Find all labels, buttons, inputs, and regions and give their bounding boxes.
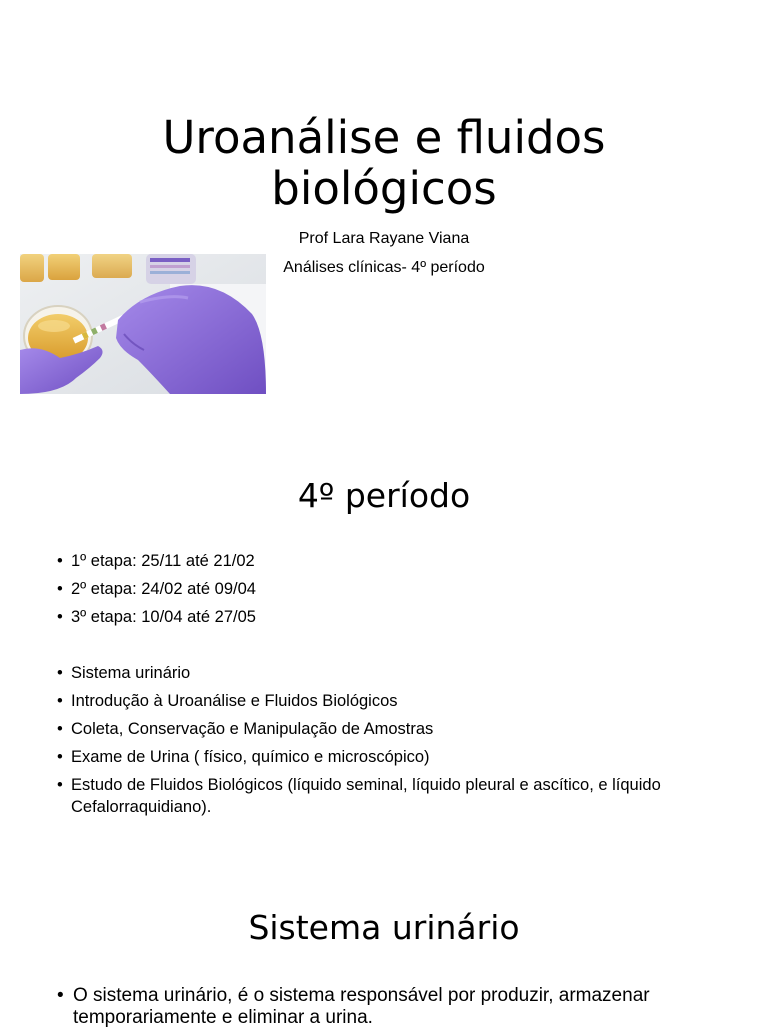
- author-subtitle: Prof Lara Rayane Viana: [298, 230, 470, 247]
- urinalysis-photo: [20, 254, 266, 394]
- list-item: • 3º etapa: 10/04 até 27/05: [57, 606, 256, 628]
- list-item: • Estudo de Fluidos Biológicos (líquido seminal, líquido pleural e ascítico, e líquido Cefalorraquidiano).: [57, 774, 717, 818]
- list-item: • Introdução à Uroanálise e Fluidos Biológicos: [57, 690, 717, 712]
- course-subtitle: Análises clínicas- 4º período: [283, 259, 485, 276]
- list-item: • O sistema urinário, é o sistema responsável por produzir, armazenar temporariamente e eliminar a urina.: [57, 985, 737, 1029]
- list-item: • 2º etapa: 24/02 até 09/04: [57, 578, 256, 600]
- list-item: • Exame de Urina ( físico, químico e microscópico): [57, 746, 717, 768]
- slide-title-line-1: Uroanálise e fluidos: [162, 111, 606, 164]
- slide-title-line-2: biológicos: [271, 162, 497, 215]
- topics-list: [57, 662, 717, 824]
- etapas-list: [57, 550, 256, 634]
- list-item: • Sistema urinário: [57, 662, 717, 684]
- sistema-heading: Sistema urinário: [248, 908, 520, 947]
- period-heading: 4º período: [297, 476, 471, 515]
- sistema-list: [57, 985, 737, 1029]
- list-item: • 1º etapa: 25/11 até 21/02: [57, 550, 256, 572]
- list-item: • Coleta, Conservação e Manipulação de Amostras: [57, 718, 717, 740]
- slide-title: [0, 112, 768, 214]
